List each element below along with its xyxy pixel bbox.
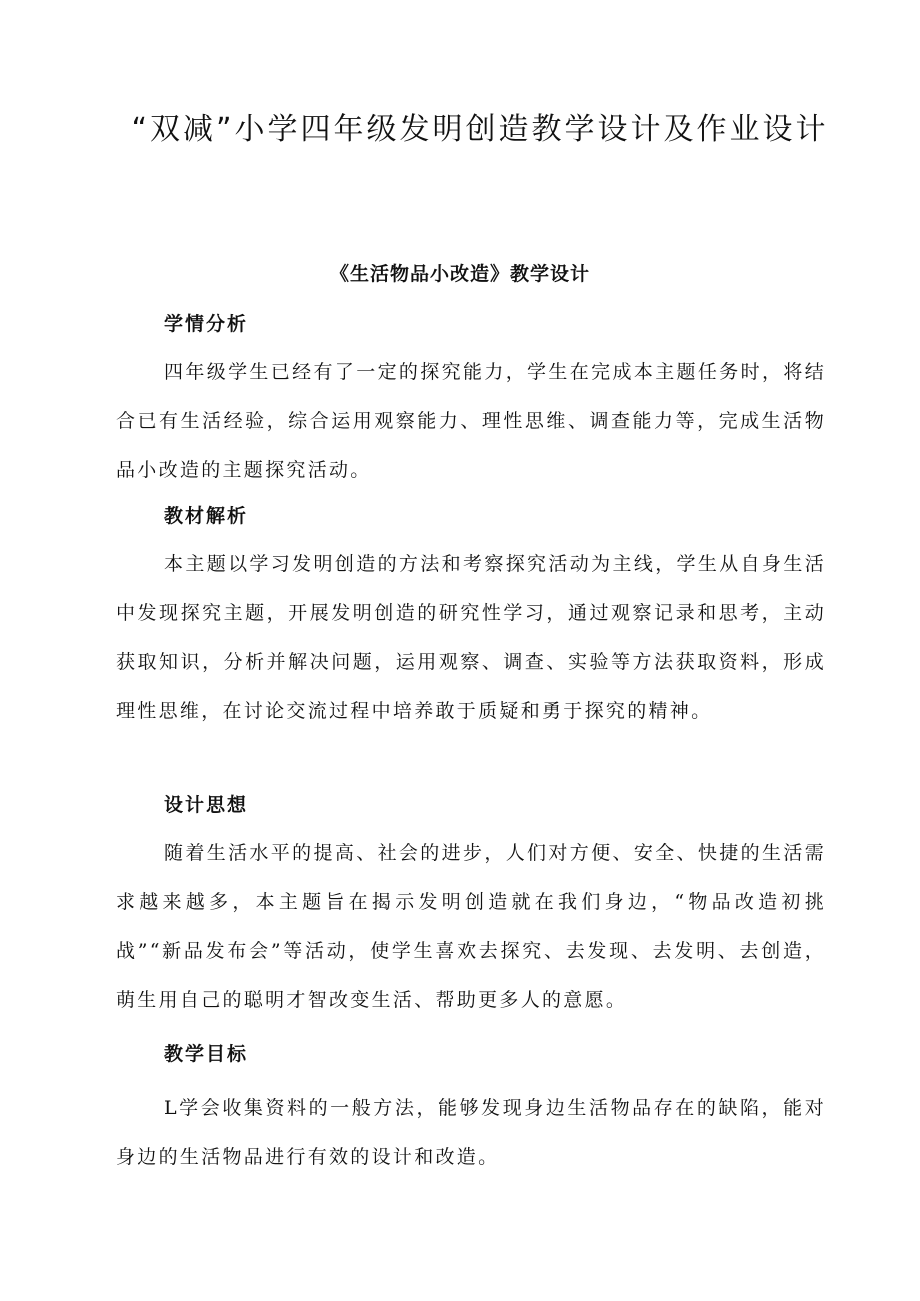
section-paragraph-design-idea: 随着生活水平的提高、社会的进步，人们对方便、安全、快捷的生活需求越来越多，本主题旨在揭示发明创造就在我们身边，“物品改造初挑战”“新品发布会”等活动，使学生喜欢去探究、去发现、去发明、去创造，萌生用自己的聪明才智改变生活、帮助更多人的意愿。 (116, 842, 826, 1011)
section-paragraph-material-analysis: 本主题以学习发明创造的方法和考察探究活动为主线，学生从自身生活中发现探究主题，开展发明创造的研究性学习，通过观察记录和思考，主动获取知识，分析并解决问题，运用观察、调查、实验等方法获取资料，形成理性思维，在讨论交流过程中培养敢于质疑和勇于探究的精神。 (116, 553, 826, 722)
section-paragraph-learning-analysis: 四年级学生已经有了一定的探究能力，学生在完成本主题任务时，将结合已有生活经验，综合运用观察能力、理性思维、调查能力等，完成生活物品小改造的主题探究活动。 (116, 361, 826, 481)
section-heading-material-analysis: 教材解析 (164, 505, 249, 527)
section-heading-learning-analysis: 学情分析 (164, 313, 249, 335)
section-heading-design-idea: 设计思想 (164, 794, 249, 816)
section-heading-teaching-goals: 教学目标 (164, 1043, 249, 1065)
document-title: “双减”小学四年级发明创造教学设计及作业设计 (131, 112, 829, 147)
lesson-subtitle: 《生活物品小改造》教学设计 (329, 263, 590, 285)
section-paragraph-teaching-goals: L学会收集资料的一般方法，能够发现身边生活物品存在的缺陷，能对身边的生活物品进行有效的设计和改造。 (116, 1097, 826, 1168)
